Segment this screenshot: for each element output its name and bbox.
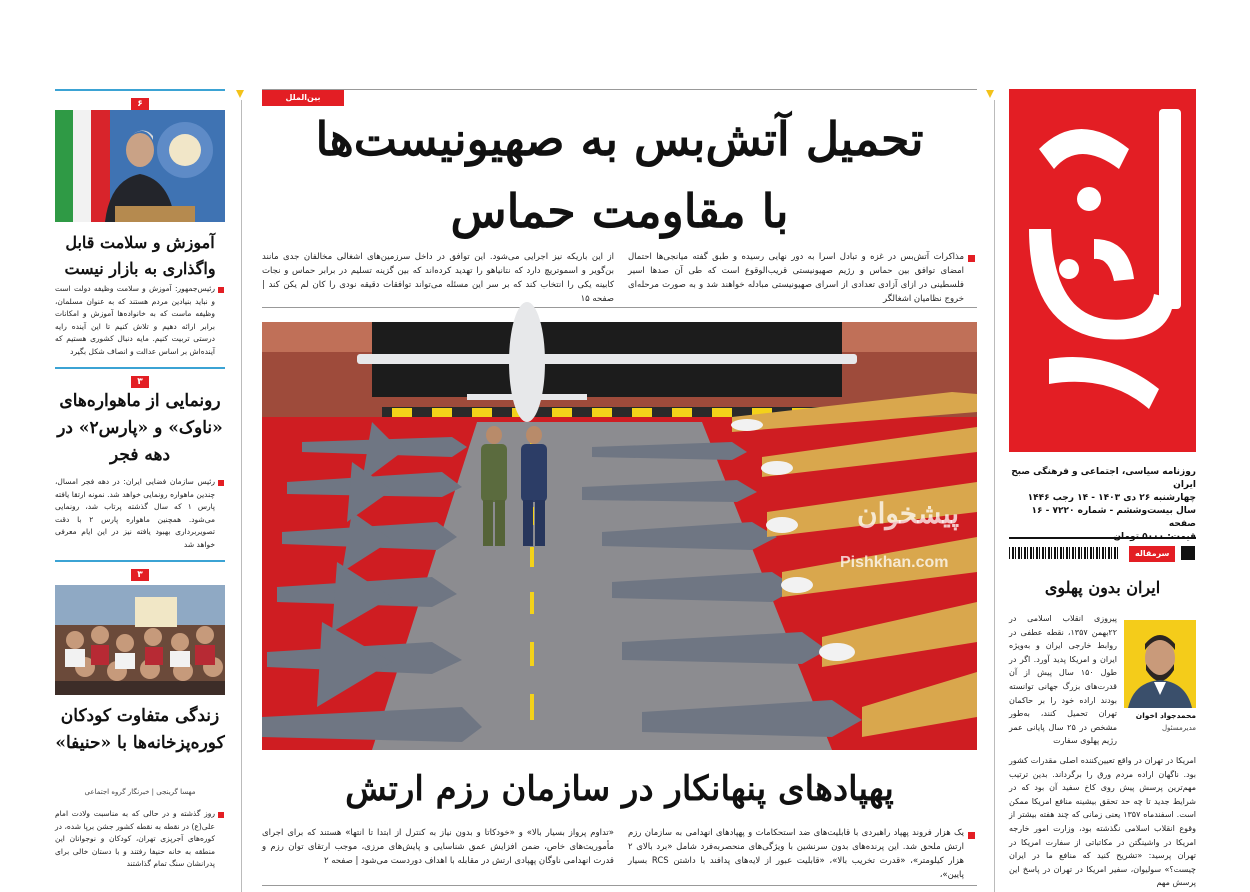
left-story1-headline: آموزش و سلامت قابل واگذاری به بازار نیست <box>64 233 216 278</box>
editorial-body-full: امریکا در تهران در واقع تعیین‌کننده اصلی مقدرات کشور بود. ناگهان اراده مردم ورق را برگرداند. بدین ترتیب مهم‌ترین پرسش پیش روی کاخ سفید آن بود که در شرایط جدید تا چه حد تحقق بیشینه منافع امریکا ممکن است. اسفندماه ۱۳۵۷ یعنی زمانی که چند هفته بیشتر از وقوع انقلاب اسلامی نگذشته بود، وزارت امور خارجه امریکا در واشینگتن در مکاتباتی از سفارت امریکا در تهران پرسید: «تشریح کنید که منافع ما در ایران چیست؟» سولیوان، سفیر امریکا در تهران در پاسخ این پرسش مهم <box>1009 756 1196 888</box>
column-rule <box>994 100 995 892</box>
top-rule <box>262 89 977 90</box>
editorial-headline: ایران بدون پهلوی <box>1044 578 1161 597</box>
lead-body-right: مذاکرات آتش‌بس در غزه و تبادل اسرا به دور نهایی رسیده و طبق گفته میانجی‌ها احتمال امضای توافق بین حماس و رژیم صهیونیستی قریب‌الوقوع است که طی آن صدها اسیر فلسطینی در ازای آزادی تعدادی از اسرای صهیونیستی مبادله خواهند شد و به صورت مرحله‌ای خروج نظامیان اشغالگر <box>628 252 964 304</box>
left-story3-body: روز گذشته و در حالی که به مناسبت ولادت امام علی(ع) در نقطه به نقطه کشور جشن برپا شده، در کوره‌های آجرپزی تهران، کودکان و نوجوانان این منطقه به خانه حنیفا رفتند و با دستان خالی برای پدرانشان سنگ تمام گذاشتند <box>55 809 215 868</box>
second-body-left: «تداوم پرواز بسیار بالا» و «خودکاتا و بدون نیاز به کنترل از ابتدا تا انتها» هستند که برای اجرای مأموریت‌های خاص، ضمن افزایش عمق شناسایی و پایش‌های مرزی، موجب ارتقای توان رزم و قدرت انهدامی ناوگان پهپادی ارتش در مقابله با اهداف دوردست می‌شود | صفحه ۲ <box>262 828 614 866</box>
bullet-square <box>218 480 224 486</box>
bullet-square <box>218 812 224 818</box>
newspaper-logo <box>1009 89 1196 452</box>
column-rule <box>241 100 242 892</box>
page-ref-number: ۳ <box>131 569 149 581</box>
second-body-right: یک هزار فروند پهپاد راهبردی با قابلیت‌های ضد استحکامات و پهپادهای انهدامی به سازمان رزم ارتش ملحق شد. این پرنده‌های بدون سرنشین با ویژگی‌های منحصربه‌فرد شامل «برد بالای ۲ هزار کیلومتر»، «قدرت تخریب بالا»، «قابلیت عبور از لایه‌های پدافند با داشتن RCS بسیار پایین»، <box>628 828 964 880</box>
page-ref-badge <box>55 367 225 388</box>
left-story3-headline: زندگی متفاوت کودکان کوره‌پزخانه‌ها با «حنیفا» <box>55 706 225 753</box>
author-portrait-icon <box>1124 620 1196 708</box>
watermark-url: Pishkhan.com <box>840 554 949 571</box>
lead-body-left: از این باریکه نیز اجرایی می‌شود. این توافق در داخل سرزمین‌های اشغالی مخالفان جدی مانند بن‌گویر و اسموتریچ دارد که نتانیاهو را تهدید کرده‌اند که بین گزینه تسلیم در برابر حماس و نجات کابینه یکی را انتخاب کند که بر سر این مسئله می‌تواند توافقات دقیقه نودی را کان لم یکن کند | صفحه ۱۵ <box>262 252 614 304</box>
editorial-body-beside: پیروزی انقلاب اسلامی در ۲۲بهمن ۱۳۵۷، نقطه عطفی در روابط خارجی ایران و به‌ویژه ایران و امریکا پدید آورد. اگر در طول ۱۵۰ سال پیش از آن قدرت‌های بزرگ جهانی توانسته بودند اراده خود را بر حاکمان تهران تحمیل کنند، به‌طور مشخص در ۲۵ سال پایانی عمر رژیم پهلوی سفارت <box>1009 614 1118 746</box>
left-story2-body: رئیس سازمان فضایی ایران: در دهه فجر امسال، چندین ماهواره رونمایی خواهد شد. نمونه ارتقا یافته پارس ۱ که سال گذشته پرتاب شد، رونمایی می‌شود. همچنین ماهواره پارس ۲ با دقت تصویربرداری بهبود یافته نیز در این ایام معرفی خواهد شد <box>55 477 215 549</box>
page-ref-badge <box>55 560 225 581</box>
editorial-tag-row <box>1009 546 1196 560</box>
masthead-info-line: چهارشنبه ۲۶ دی ۱۴۰۳ - ۱۴ رجب ۱۴۴۶ <box>1027 493 1196 503</box>
left-story2-headline: رونمایی از ماهواره‌های «ناوک» و «پارس۲» در دهه فجر <box>57 391 223 465</box>
barcode-decoration <box>1009 547 1119 559</box>
lead-headline-line1: تحمیل آتش‌بس به صهیونیست‌ها <box>315 112 924 166</box>
bullet-square <box>968 255 975 262</box>
corner-mark <box>236 90 244 98</box>
author-role: مدیرمسئول <box>1161 724 1196 732</box>
author-name: محمدجواد اخوان <box>1135 711 1196 720</box>
masthead-logo-block <box>1009 89 1196 452</box>
watermark-logo: پیشخوان <box>857 497 960 530</box>
masthead-info-line: روزنامه سیاسی، اجتماعی و فرهنگی صبح ایران <box>1011 467 1196 490</box>
author-photo <box>1124 620 1196 708</box>
second-headline: پهپادهای پنهانکار در سازمان رزم ارتش <box>345 769 894 809</box>
bullet-square <box>968 832 975 839</box>
masthead-info-line: سال بیست‌وششم - شماره ۷۲۲۰ - ۱۶ صفحه <box>1031 506 1196 529</box>
president-photo <box>55 110 225 222</box>
main-photo-drones <box>262 322 977 750</box>
divider <box>262 307 977 308</box>
divider <box>1009 537 1196 539</box>
tag-arrow-icon <box>1181 546 1195 560</box>
divider <box>262 885 977 886</box>
page-ref-number: ۳ <box>131 376 149 388</box>
lead-headline-line2: با مقاومت حماس <box>450 184 789 238</box>
page-ref-number: ۶ <box>131 98 149 110</box>
drone-showcase-illustration <box>262 322 977 750</box>
section-tag-international: بین‌الملل <box>262 90 344 106</box>
editorial-tag: سرمقاله <box>1129 546 1175 562</box>
bullet-square <box>218 287 224 293</box>
children-photo <box>55 585 225 695</box>
left-story3-byline: مهسا گرینجی | خبرنگار گروه اجتماعی <box>84 788 196 796</box>
president-podium-illustration <box>55 110 225 222</box>
page-ref-badge <box>55 89 225 110</box>
corner-mark <box>986 90 994 98</box>
left-story1-body: رئیس‌جمهور: آموزش و سلامت وظیفه دولت است و نباید بنیادین مردم هستند که به عنوان مسلمان، وظیفه ماست که به خانواده‌ها آموزش و امکانات برابر ارائه دهیم و تلاش کنیم تا این آینده رایه درستی تربیت کنیم. مایه دنبال کشوری هستیم که آینده‌اش بر اساس عدالت و انصاف شکل بگیرد <box>55 284 215 356</box>
children-group-illustration <box>55 585 225 695</box>
masthead-info <box>1009 466 1196 544</box>
